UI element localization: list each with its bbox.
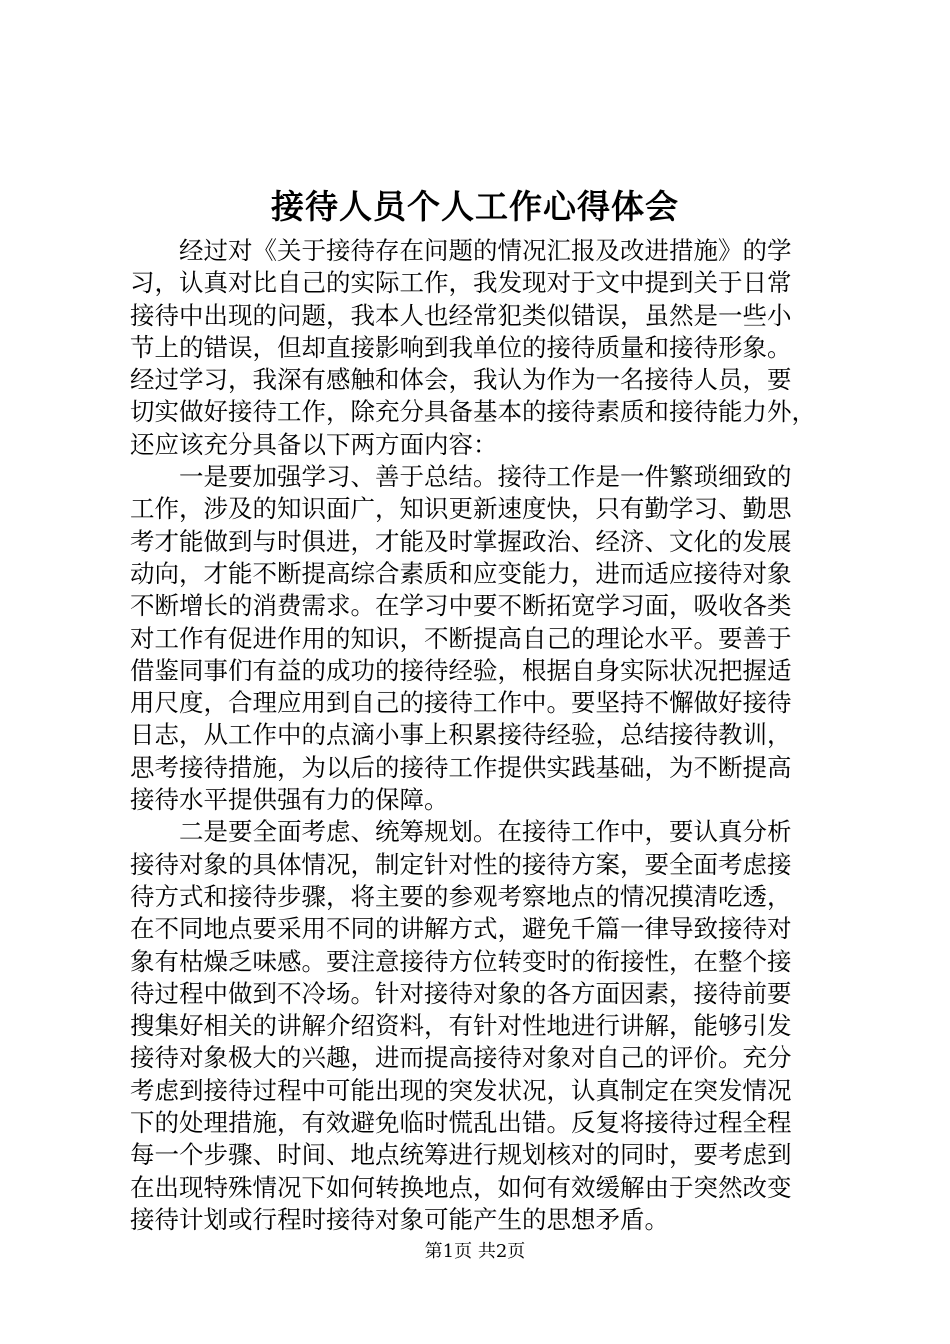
body-line: 接待对象的具体情况，制定针对性的接待方案，要全面考虑接 — [130, 849, 792, 879]
body-line: 不断增长的消费需求。在学习中要不断拓宽学习面，吸收各类 — [130, 591, 792, 621]
body-line: 考才能做到与时俱进，才能及时掌握政治、经济、文化的发展 — [130, 526, 792, 556]
body-line: 搜集好相关的讲解介绍资料，有针对性地进行讲解，能够引发 — [130, 1011, 792, 1041]
body-line: 在出现特殊情况下如何转换地点，如何有效缓解由于突然改变 — [130, 1172, 792, 1202]
body-line: 待过程中做到不冷场。针对接待对象的各方面因素，接待前要 — [130, 978, 792, 1008]
body-line: 日志，从工作中的点滴小事上积累接待经验，总结接待教训， — [130, 720, 792, 750]
body-line: 接待水平提供强有力的保障。 — [130, 785, 449, 815]
body-line: 动向，才能不断提高综合素质和应变能力，进而适应接待对象 — [130, 558, 792, 588]
body-line: 接待对象极大的兴趣，进而提高接待对象对自己的评价。充分 — [130, 1043, 792, 1073]
body-line: 一是要加强学习、善于总结。接待工作是一件繁琐细致的 — [130, 462, 792, 492]
body-line: 节上的错误，但却直接影响到我单位的接待质量和接待形象。 — [130, 332, 792, 362]
body-line: 用尺度，合理应用到自己的接待工作中。要坚持不懈做好接待 — [130, 688, 792, 718]
body-line: 接待中出现的问题，我本人也经常犯类似错误，虽然是一些小 — [130, 300, 792, 330]
body-line: 对工作有促进作用的知识，不断提高自己的理论水平。要善于 — [130, 623, 792, 653]
body-line: 每一个步骤、时间、地点统筹进行规划核对的同时，要考虑到 — [130, 1140, 792, 1170]
body-line: 象有枯燥乏味感。要注意接待方位转变时的衔接性，在整个接 — [130, 946, 792, 976]
body-line: 思考接待措施，为以后的接待工作提供实践基础，为不断提高 — [130, 752, 792, 782]
body-line: 借鉴同事们有益的成功的接待经验，根据自身实际状况把握适 — [130, 655, 792, 685]
page-footer: 第1页 共2页 — [424, 1241, 526, 1262]
body-line: 考虑到接待过程中可能出现的突发状况，认真制定在突发情况 — [130, 1075, 792, 1105]
body-line: 接待计划或行程时接待对象可能产生的思想矛盾。 — [130, 1204, 669, 1234]
body-line: 二是要全面考虑、统筹规划。在接待工作中，要认真分析 — [130, 817, 792, 847]
body-line: 工作，涉及的知识面广，知识更新速度快，只有勤学习、勤思 — [130, 494, 792, 524]
body-line: 在不同地点要采用不同的讲解方式，避免千篇一律导致接待对 — [130, 914, 792, 944]
body-line: 经过对《关于接待存在问题的情况汇报及改进措施》的学 — [130, 236, 792, 265]
body-line: 待方式和接待步骤，将主要的参观考察地点的情况摸清吃透， — [130, 881, 792, 911]
body-line: 切实做好接待工作，除充分具备基本的接待素质和接待能力外， — [130, 397, 816, 427]
body-line: 还应该充分具备以下两方面内容： — [130, 429, 498, 459]
document-body — [130, 235, 830, 1236]
body-line: 经过学习，我深有感触和体会，我认为作为一名接待人员，要 — [130, 365, 792, 395]
body-line: 习，认真对比自己的实际工作，我发现对于文中提到关于日常 — [130, 268, 792, 298]
document-title: 接待人员个人工作心得体会 — [271, 187, 679, 226]
body-line: 下的处理措施，有效避免临时慌乱出错。反复将接待过程全程 — [130, 1108, 792, 1138]
